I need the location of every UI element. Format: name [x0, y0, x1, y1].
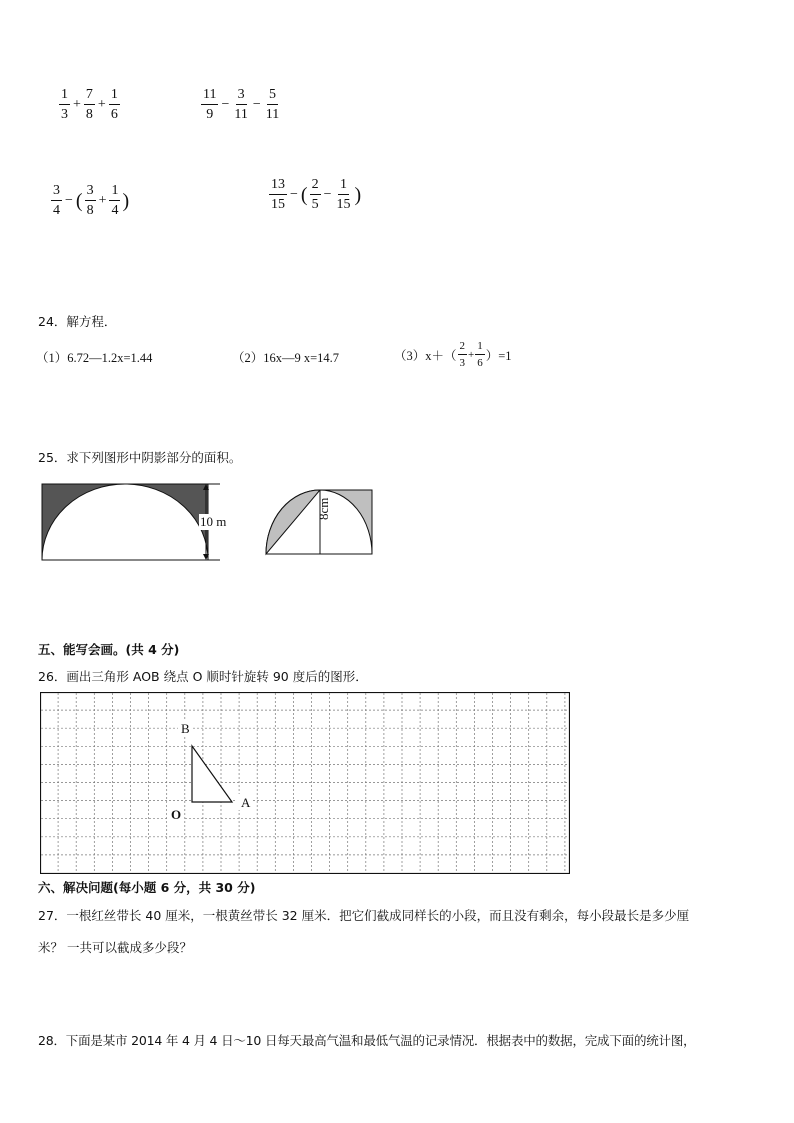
q24-title: 24．解方程．	[38, 314, 117, 329]
fraction: $\frac{1}{15}$	[336, 177, 351, 212]
fraction: $\frac{3}{8}$	[86, 183, 94, 218]
fraction: $\frac{5}{11}$	[265, 87, 280, 122]
fraction: $\frac{1}{6}$	[110, 87, 118, 122]
fraction: $\frac{2}{3}$	[459, 340, 466, 369]
q24-part3: （3）x＋（ $\frac{2}{3}$ + $\frac{1}{6}$ ）=1	[394, 340, 512, 369]
expression-3: $\frac{3}{4}$ − ( $\frac{3}{8}$ + $\frac{1}{4}$ )	[53, 183, 130, 218]
section-6-title: 六、解决问题(每小题 6 分，共 30 分)	[38, 880, 256, 895]
fraction: $\frac{11}{9}$	[203, 87, 217, 122]
grid-border	[41, 693, 570, 874]
q26-title: 26．画出三角形 AOB 绕点 O 顺时针旋转 90 度后的图形．	[38, 669, 368, 684]
q25-side-label: 8cm	[316, 497, 331, 520]
fraction: $\frac{13}{15}$	[271, 177, 285, 212]
fraction: $\frac{1}{6}$	[477, 340, 483, 369]
q25-title: 25．求下列图形中阴影部分的面积。	[38, 450, 242, 465]
label-a: A	[241, 795, 251, 810]
q24-part1: （1）6.72—1.2x=1.44	[36, 351, 153, 365]
fraction: $\frac{1}{3}$	[61, 87, 68, 122]
q26-grid	[40, 692, 570, 874]
q24-part2: （2）16x—9 x=14.7	[232, 351, 340, 365]
fraction: $\frac{2}{5}$	[311, 177, 319, 212]
fraction: $\frac{3}{4}$	[53, 183, 60, 218]
q27-line-2: 米？ 一共可以截成多少段？	[38, 940, 192, 955]
fraction: $\frac{7}{8}$	[85, 87, 93, 122]
q28-line-1: 28．下面是某市 2014 年 4 月 4 日～10 日每天最高气温和最低气温的记录情况．根据表中的数据，完成下面的统计图，	[38, 1033, 696, 1048]
fraction: $\frac{3}{11}$	[234, 87, 248, 122]
q25-height-label: 10 m	[200, 514, 227, 529]
expression-4: $\frac{13}{15}$ − ( $\frac{2}{5}$ − $\frac{1}{15}$ )	[271, 177, 362, 212]
label-o: O	[171, 807, 182, 822]
label-b: B	[181, 721, 190, 736]
q27-line-1: 27．一根红丝带长 40 厘米，一根黄丝带长 32 厘米．把它们截成同样长的小段，而且没有剩余，每小段最长是多少厘	[38, 908, 690, 923]
expression-1: $\frac{1}{3}$ + $\frac{7}{8}$ + $\frac{1}{6}$	[61, 87, 118, 122]
fraction: $\frac{1}{4}$	[111, 183, 119, 218]
expression-2: $\frac{11}{9}$ − $\frac{3}{11}$ − $\frac{5}{11}$	[203, 87, 280, 122]
section-5-title: 五、能写会画。(共 4 分)	[38, 642, 180, 657]
